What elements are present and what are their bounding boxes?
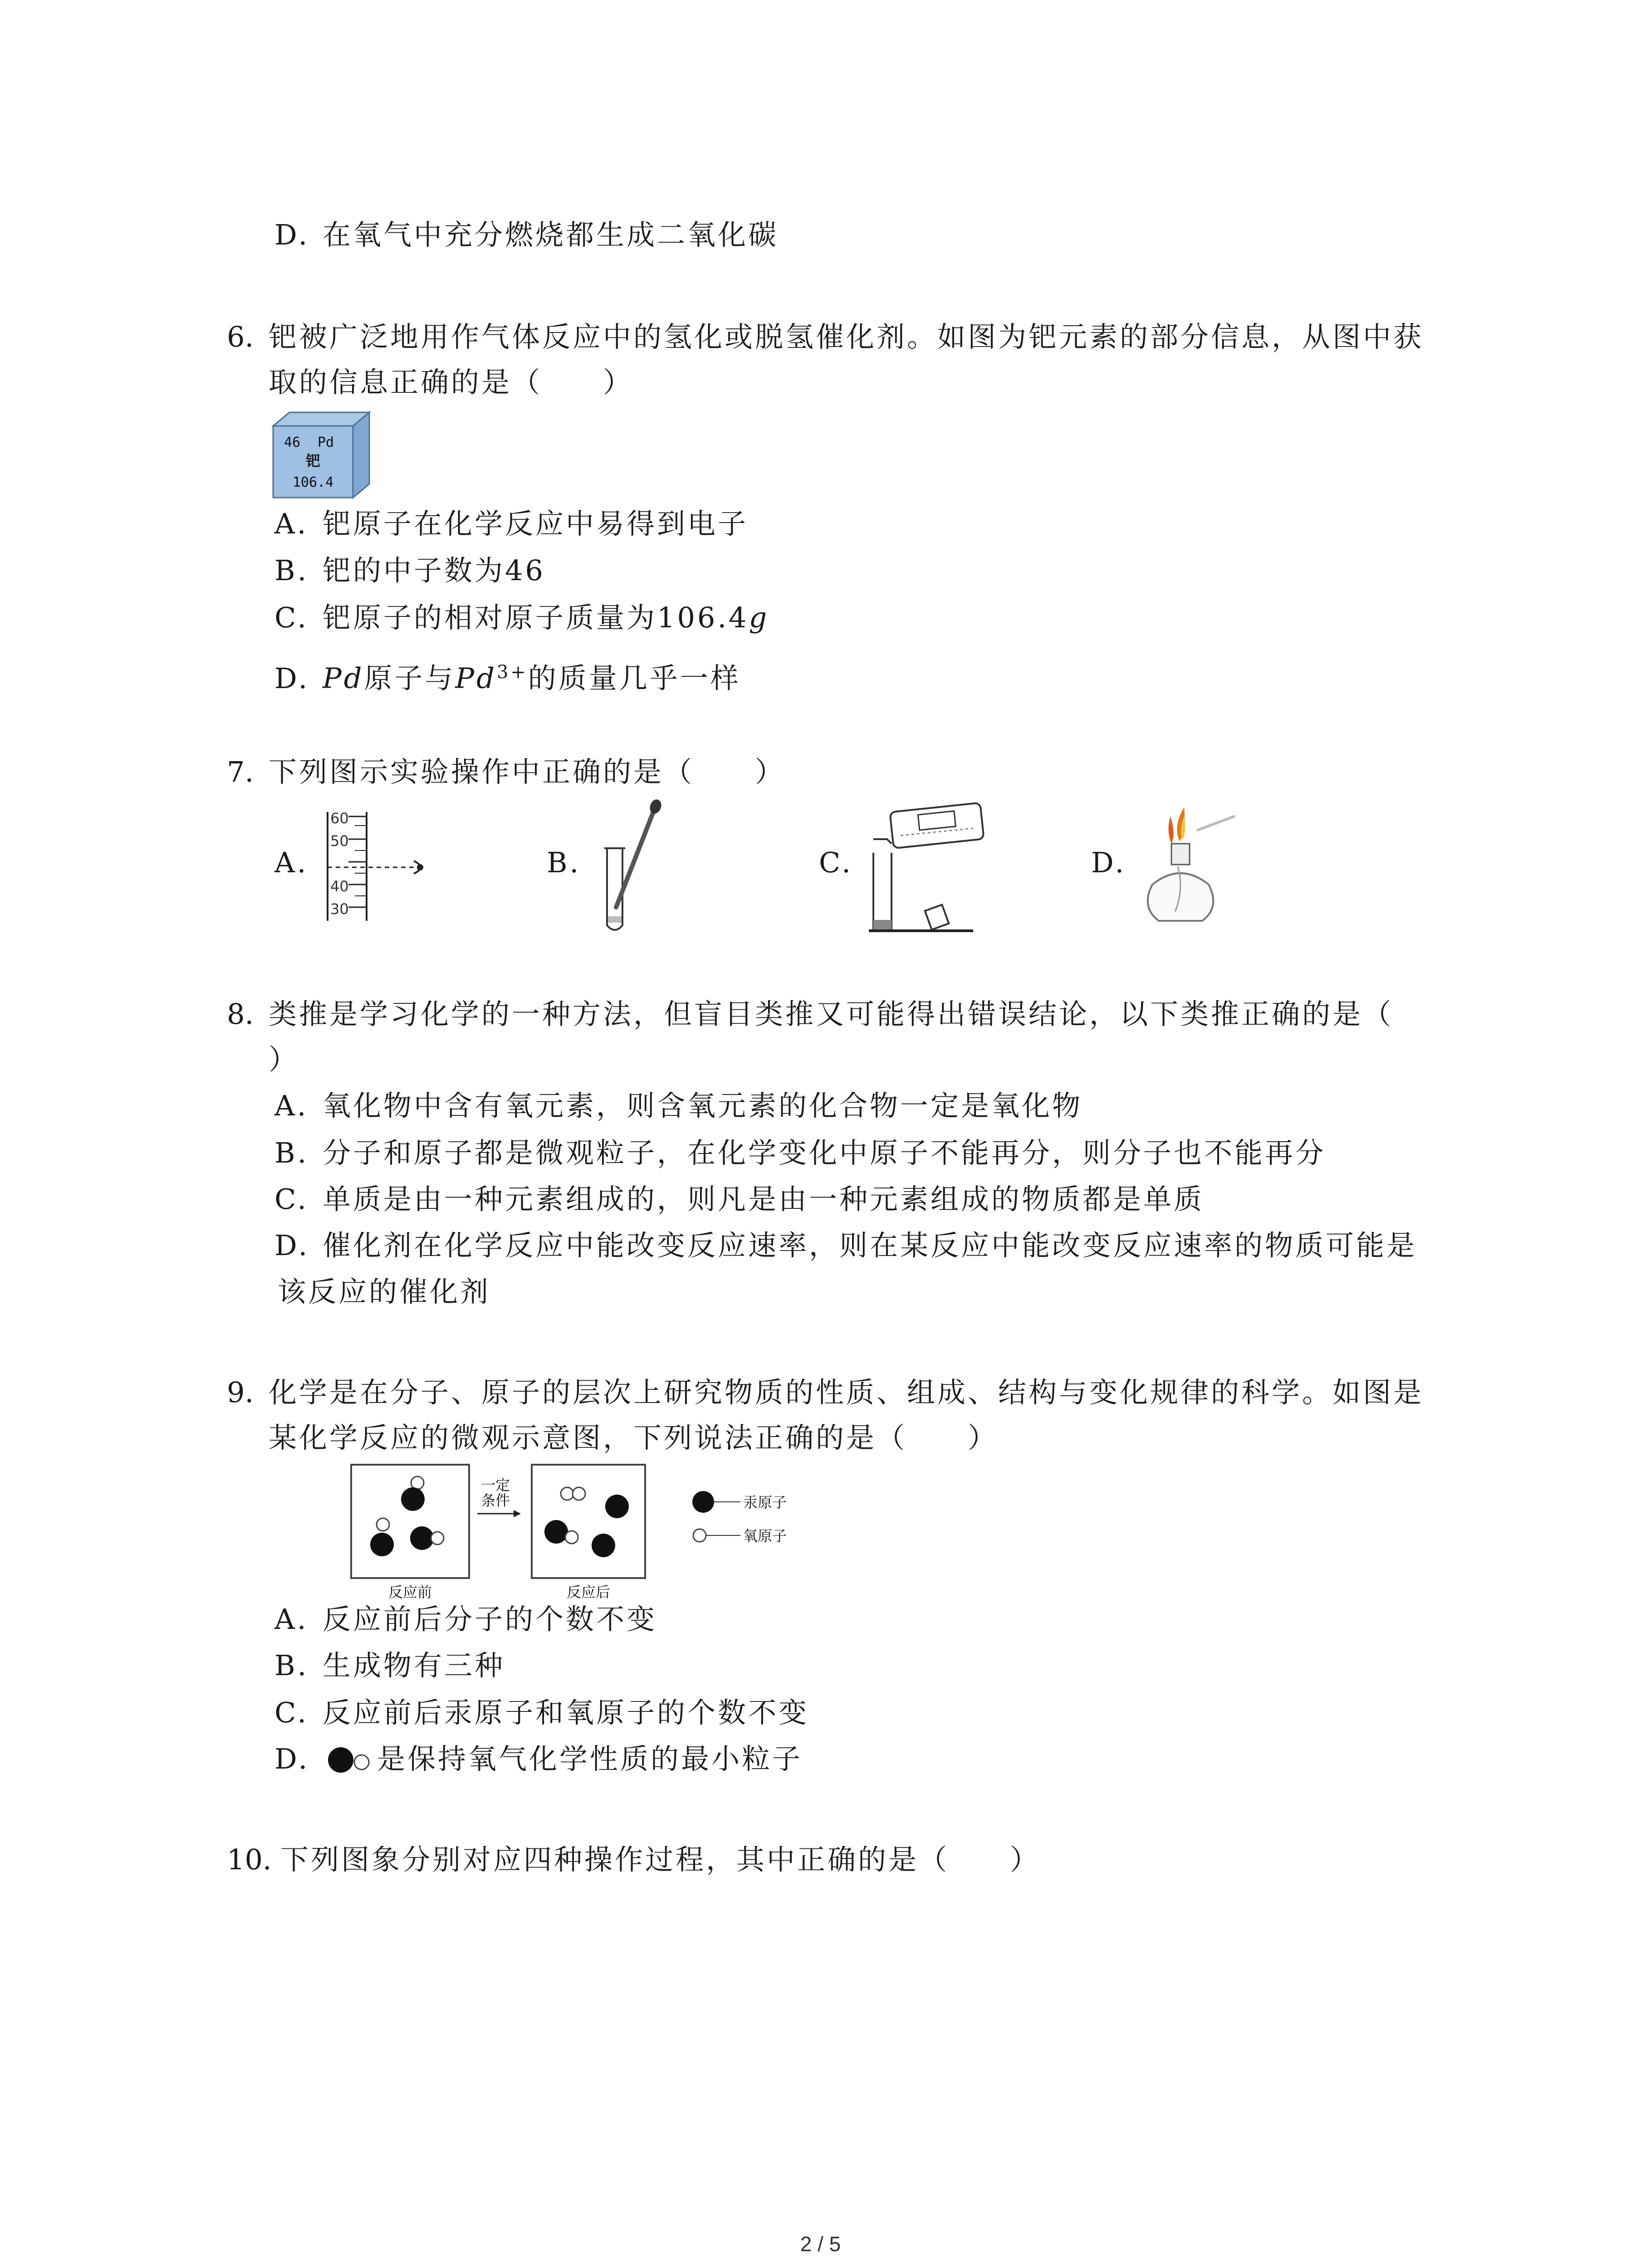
q6-option-a	[274, 506, 748, 542]
legend-mercury-label: 汞原子	[743, 1494, 787, 1511]
option-text: 单质是由一种元素组成的，则凡是由一种元素组成的物质都是单质	[323, 1183, 1205, 1216]
q9-option-d	[274, 1741, 803, 1777]
option-pd-ion: Pd	[455, 661, 497, 695]
q7-label-c: C.	[819, 846, 853, 879]
after-box	[532, 1465, 645, 1578]
option-text: 钯的中子数为46	[323, 554, 545, 587]
q6-option-d	[274, 654, 741, 697]
option-label: C.	[274, 1183, 309, 1216]
reaction-micro-diagram	[349, 1463, 821, 1608]
element-name: 钯	[305, 452, 321, 469]
q5-option-d	[274, 217, 779, 253]
q7-number: 7.	[227, 755, 254, 788]
q8-option-a	[274, 1088, 1083, 1124]
q9-number: 9.	[227, 1376, 254, 1409]
q6-stem-line2: 取的信息正确的是（ ）	[269, 366, 634, 399]
option-text-post: 的质量几乎一样	[528, 661, 741, 695]
legend-oxygen-label: 氧原子	[743, 1527, 787, 1545]
mercury-oxide-molecule-icon	[323, 1745, 377, 1775]
q7-stem: 下列图示实验操作中正确的是（ ）	[269, 755, 786, 788]
q8-option-d-line2: 该反应的催化剂	[278, 1275, 491, 1308]
q8-number: 8.	[227, 997, 254, 1031]
option-text: 催化剂在化学反应中能改变反应速率，则在某反应中能改变反应速率的物质可能是	[323, 1229, 1417, 1262]
option-text: 氧化物中含有氧元素，则含氧元素的化合物一定是氧化物	[323, 1089, 1083, 1122]
q9-option-a	[274, 1601, 657, 1637]
option-text: 钯原子在化学反应中易得到电子	[323, 507, 749, 540]
after-caption: 反应后	[566, 1584, 611, 1601]
q7-label-d: D.	[1091, 846, 1127, 879]
option-ion-charge: 3+	[496, 662, 528, 683]
option-text: 是保持氧气化学性质的最小粒子	[377, 1742, 803, 1775]
tick-label: 30	[330, 900, 349, 918]
palladium-element-card	[269, 410, 373, 500]
page-number: 2 / 5	[800, 2232, 841, 2256]
q6-option-b	[274, 552, 545, 589]
q8-option-d	[274, 1227, 1417, 1264]
q10-number: 10.	[227, 1843, 272, 1876]
option-unit: g	[749, 601, 769, 634]
q9-stem-line1: 化学是在分子、原子的层次上研究物质的性质、组成、结构与变化规律的科学。如图是	[269, 1376, 1424, 1409]
pouring-solid-into-test-tube-figure	[864, 794, 1000, 939]
option-text: 生成物有三种	[323, 1649, 505, 1682]
option-label: D.	[274, 661, 310, 695]
alcohol-lamp-lighting-figure	[1134, 803, 1243, 934]
arrow-label-line2: 条件	[480, 1492, 510, 1509]
tick-label: 40	[330, 878, 349, 895]
q9-option-c	[274, 1695, 809, 1731]
option-text: 分子和原子都是微观粒子，在化学变化中原子不能再分，则分子也不能再分	[323, 1136, 1326, 1169]
q8-stem-line1: 类推是学习化学的一种方法，但盲目类推又可能得出错误结论，以下类推正确的是（	[269, 997, 1394, 1031]
option-label: C.	[274, 601, 309, 634]
option-pd-atom: Pd	[323, 661, 364, 695]
q8-stem-line2: ）	[269, 1043, 299, 1076]
option-label: B.	[274, 554, 309, 587]
before-caption: 反应前	[388, 1584, 432, 1601]
option-label: C.	[274, 1696, 309, 1729]
arrow-label-line1: 一定	[480, 1476, 510, 1494]
option-text-mid: 原子与	[364, 661, 456, 695]
element-symbol: Pd	[318, 435, 334, 450]
q7-label-a: A.	[274, 846, 309, 879]
mercury-atom-legend-icon	[692, 1491, 714, 1513]
element-atomic-number: 46	[284, 435, 301, 450]
element-mass: 106.4	[292, 474, 334, 490]
q6-stem-line1: 钯被广泛地用作气体反应中的氢化或脱氢催化剂。如图为钯元素的部分信息，从图中获	[269, 320, 1424, 353]
q9-option-b	[274, 1647, 505, 1684]
q8-option-b	[274, 1135, 1326, 1171]
q10-stem: 下列图象分别对应四种操作过程，其中正确的是（ ）	[280, 1843, 1041, 1876]
graduated-cylinder-reading-figure	[318, 807, 436, 925]
before-box	[351, 1465, 469, 1578]
option-label: A.	[274, 1603, 309, 1636]
option-label: B.	[274, 1136, 309, 1169]
tick-label: 60	[330, 810, 349, 827]
option-label: B.	[274, 1649, 309, 1682]
reaction-arrow-icon	[514, 1510, 521, 1517]
option-label: D.	[274, 1229, 310, 1262]
q8-option-c	[274, 1181, 1204, 1217]
tick-label: 50	[330, 832, 349, 850]
q9-stem-line2: 某化学反应的微观示意图，下列说法正确的是（ ）	[269, 1421, 999, 1454]
q6-option-c	[274, 600, 769, 636]
test-tube-with-matchstick-figure	[594, 798, 671, 939]
option-label: D.	[274, 1742, 310, 1775]
option-text: 反应前后汞原子和氧原子的个数不变	[323, 1696, 809, 1729]
option-label: D.	[274, 218, 310, 251]
option-text: 钯原子的相对原子质量为106.4	[323, 601, 749, 634]
option-text: 反应前后分子的个数不变	[323, 1603, 657, 1636]
option-label: A.	[274, 1089, 309, 1122]
option-label: A.	[274, 507, 309, 540]
oxygen-atom-legend-icon	[693, 1529, 706, 1542]
option-text: 在氧气中充分燃烧都生成二氧化碳	[323, 218, 779, 251]
q7-label-b: B.	[547, 846, 581, 879]
q6-number: 6.	[227, 320, 254, 353]
